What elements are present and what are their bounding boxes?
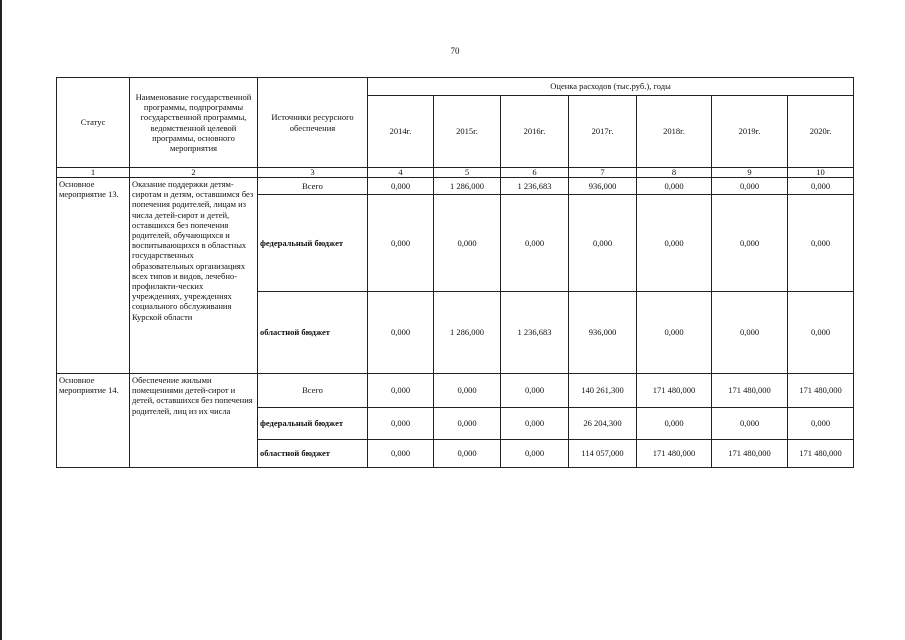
table-row <box>57 374 854 408</box>
header-year: 2015г. <box>434 96 501 168</box>
column-number: 7 <box>569 168 637 178</box>
header-name: Наименование государственной программы, подпрограммы государственной программы, ведомственной целевой программы, основного мероприятия <box>130 78 258 168</box>
value-cell: 0,000 <box>368 292 434 374</box>
value-cell: 0,000 <box>788 195 854 292</box>
value-cell: 114 057,000 <box>569 440 637 468</box>
table-row <box>57 178 854 195</box>
column-number: 3 <box>258 168 368 178</box>
source-label: Всего <box>258 178 368 195</box>
column-number-row <box>57 168 854 178</box>
value-cell: 0,000 <box>434 195 501 292</box>
source-label: областной бюджет <box>258 440 368 468</box>
value-cell: 0,000 <box>368 408 434 440</box>
value-cell: 936,000 <box>569 178 637 195</box>
column-number: 1 <box>57 168 130 178</box>
value-cell: 0,000 <box>712 178 788 195</box>
source-label: областной бюджет <box>258 292 368 374</box>
value-cell: 1 286,000 <box>434 178 501 195</box>
column-number: 9 <box>712 168 788 178</box>
value-cell: 0,000 <box>637 292 712 374</box>
value-cell: 0,000 <box>501 374 569 408</box>
value-cell: 1 286,000 <box>434 292 501 374</box>
value-cell: 0,000 <box>788 408 854 440</box>
value-cell: 0,000 <box>368 178 434 195</box>
value-cell: 0,000 <box>434 374 501 408</box>
value-cell: 171 480,000 <box>712 374 788 408</box>
page-number: 70 <box>450 46 460 56</box>
value-cell: 0,000 <box>501 408 569 440</box>
value-cell: 0,000 <box>501 440 569 468</box>
value-cell: 0,000 <box>637 408 712 440</box>
value-cell: 171 480,000 <box>637 440 712 468</box>
column-number: 2 <box>130 168 258 178</box>
source-label: Всего <box>258 374 368 408</box>
column-number: 6 <box>501 168 569 178</box>
value-cell: 0,000 <box>712 195 788 292</box>
measure-status: Основное мероприятие 14. <box>57 374 130 468</box>
value-cell: 0,000 <box>637 195 712 292</box>
header-year: 2018г. <box>637 96 712 168</box>
value-cell: 0,000 <box>712 292 788 374</box>
value-cell: 171 480,000 <box>637 374 712 408</box>
header-year: 2014г. <box>368 96 434 168</box>
value-cell: 26 204,300 <box>569 408 637 440</box>
value-cell: 140 261,300 <box>569 374 637 408</box>
header-status: Статус <box>57 78 130 168</box>
header-year: 2016г. <box>501 96 569 168</box>
measure-name: Обеспечение жилыми помещениями детей-сирот и детей, оставшихся без попечения родителей, лиц из их числа <box>130 374 258 468</box>
value-cell: 0,000 <box>637 178 712 195</box>
value-cell: 0,000 <box>368 195 434 292</box>
value-cell: 0,000 <box>501 195 569 292</box>
value-cell: 1 236,683 <box>501 178 569 195</box>
header-year: 2020г. <box>788 96 854 168</box>
header-estimate: Оценка расходов (тыс.руб.), годы <box>368 78 854 96</box>
source-label: федеральный бюджет <box>258 195 368 292</box>
value-cell: 171 480,000 <box>788 374 854 408</box>
column-number: 8 <box>637 168 712 178</box>
value-cell: 171 480,000 <box>712 440 788 468</box>
budget-table <box>56 77 854 468</box>
measure-status: Основное мероприятие 13. <box>57 178 130 374</box>
measure-name: Оказание поддержки детям-сиротам и детям, оставшимся без попечения родителей, лицам из числа детей-сирот и детей, оставшихся без попечения родителей, обучающихся и воспитывающихся в областных государственных образовательных организациях всех типов и видов, лечебно-профилакти-ческих учреждениях, учреждениях социального обслуживания Курской области <box>130 178 258 374</box>
column-number: 10 <box>788 168 854 178</box>
page-edge-line <box>0 0 2 640</box>
header-year: 2019г. <box>712 96 788 168</box>
value-cell: 1 236,683 <box>501 292 569 374</box>
source-label: федеральный бюджет <box>258 408 368 440</box>
value-cell: 0,000 <box>434 408 501 440</box>
value-cell: 936,000 <box>569 292 637 374</box>
value-cell: 0,000 <box>569 195 637 292</box>
column-number: 5 <box>434 168 501 178</box>
column-number: 4 <box>368 168 434 178</box>
value-cell: 0,000 <box>712 408 788 440</box>
header-sources: Источники ресурсного обеспечения <box>258 78 368 168</box>
value-cell: 0,000 <box>788 178 854 195</box>
value-cell: 171 480,000 <box>788 440 854 468</box>
value-cell: 0,000 <box>368 374 434 408</box>
value-cell: 0,000 <box>788 292 854 374</box>
header-year: 2017г. <box>569 96 637 168</box>
value-cell: 0,000 <box>368 440 434 468</box>
value-cell: 0,000 <box>434 440 501 468</box>
